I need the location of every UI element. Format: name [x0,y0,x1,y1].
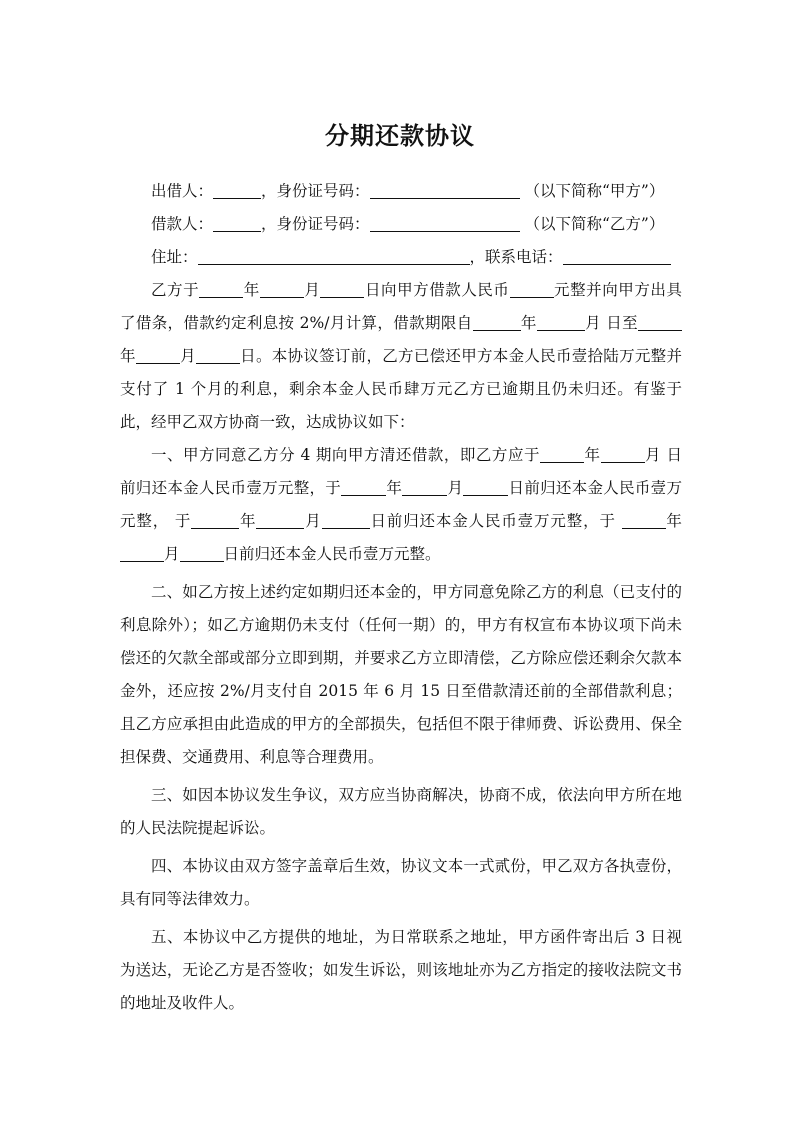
borrower-line [120,208,682,241]
clause-text: 于 [174,512,192,530]
borrower-id-label: ，身份证号码： [261,215,370,233]
blank [180,546,224,563]
blank [196,348,240,365]
year-label: 年 [239,512,257,530]
borrower-name-blank [213,216,261,233]
blank [622,513,666,530]
clause-text: 于 [599,512,616,530]
clause-2: 二、如乙方按上述约定如期归还本金的，甲方同意免除乙方的利息（已支付的利息除外）；如乙方逾期仍未支付（任何一期）的，甲方有权宣布本协议项下尚未偿还的欠款全部或部分立即到期，并要求乙方立即清偿，乙方除应偿还剩余欠款本金外，还应按 2%/月支付自 2015 年 6 月 15 日至借款清还前的全部借款利息；且乙方应承担由此造成的甲方的全部损失，包括但不限于律师费、诉讼费用、保全担保费、交通费用、利息等合理费用。 [120,583,682,766]
document-body [120,175,682,1020]
month-label: 月 [584,314,601,332]
clause-text: 日前归还本金人民币壹万元整， [369,512,600,530]
borrower-id-blank [370,216,520,233]
clause-text: 日前归还本金人民币壹万元整， [120,479,682,530]
year-label: 年 [583,446,601,464]
intro-paragraph [120,274,682,439]
clause-text: 日前归还本金人民币壹万元整，于 [120,446,682,497]
year-label: 年 [243,281,260,299]
lender-name-blank [213,183,261,200]
phone-label: ，联系电话： [469,248,563,266]
lender-id-label: ，身份证号码： [261,182,370,200]
month-label: 月 [303,281,321,299]
intro-text: 元整并向甲方出具了借条，借款约定利息按 2%/月计算，借款期限自 [120,281,682,332]
intro-text: 日至 [606,314,638,332]
year-label: 年 [120,347,136,365]
clause-text: 日前归还本金人民币壹万元整。 [223,545,441,563]
clause-3: 三、如因本协议发生争议，双方应当协商解决，协商不成，依法向甲方所在地的人民法院提起诉讼。 [120,786,682,837]
blank [260,282,304,299]
intro-text: 乙方于 [151,281,200,299]
clause-1 [120,439,682,571]
lender-suffix: （以下简称“甲方”） [524,182,665,200]
phone-blank [563,249,671,266]
blank [638,315,682,332]
clause-4: 四、本协议由双方签字盖章后生效，协议文本一式贰份，甲乙双方各执壹份，具有同等法律效力。 [120,857,682,908]
blank [402,480,447,497]
year-label: 年 [665,512,682,530]
blank [341,480,386,497]
month-label: 月 [304,512,322,530]
blank [322,513,370,530]
lender-id-blank [370,183,520,200]
blank [191,513,239,530]
address-blank [198,249,470,266]
intro-text: 日。本协议签订前，乙方已偿还甲方本金人民币壹拾陆万元整并支付了 1 个月的利息，剩余本金人民币肆万元乙方已逾期且仍未归还。有鉴于此，经甲乙双方协商一致，达成协议如下： [120,347,682,431]
month-label: 月 [179,347,196,365]
year-label: 年 [520,314,537,332]
lender-label: 出借人： [151,182,214,200]
address-line [120,241,682,274]
blank [136,348,180,365]
blank [601,447,645,464]
blank [199,282,243,299]
blank [463,480,508,497]
lender-line [120,175,682,208]
borrower-suffix: （以下简称“乙方”） [524,215,665,233]
month-label: 月 [164,545,180,563]
blank [537,315,585,332]
intro-text: 日向甲方借款人民币 [364,281,510,299]
blank [320,282,364,299]
month-label: 月 [447,479,464,497]
borrower-label: 借款人： [151,215,214,233]
blank [540,447,584,464]
clause-text: 一、甲方同意乙方分 4 期向甲方清还借款，即乙方应于 [151,446,540,464]
amount-blank [510,282,554,299]
clause-5: 五、本协议中乙方提供的地址，为日常联系之地址，甲方函件寄出后 3 日视为送达，无论乙方是否签收；如发生诉讼，则该地址亦为乙方指定的接收法院文书的地址及收件人。 [120,928,682,1012]
blank [473,315,521,332]
blank [120,546,164,563]
year-label: 年 [386,479,403,497]
address-label: 住址： [151,248,198,266]
month-label: 月 [644,446,662,464]
document-title: 分期还款协议 [325,122,475,150]
blank [256,513,304,530]
